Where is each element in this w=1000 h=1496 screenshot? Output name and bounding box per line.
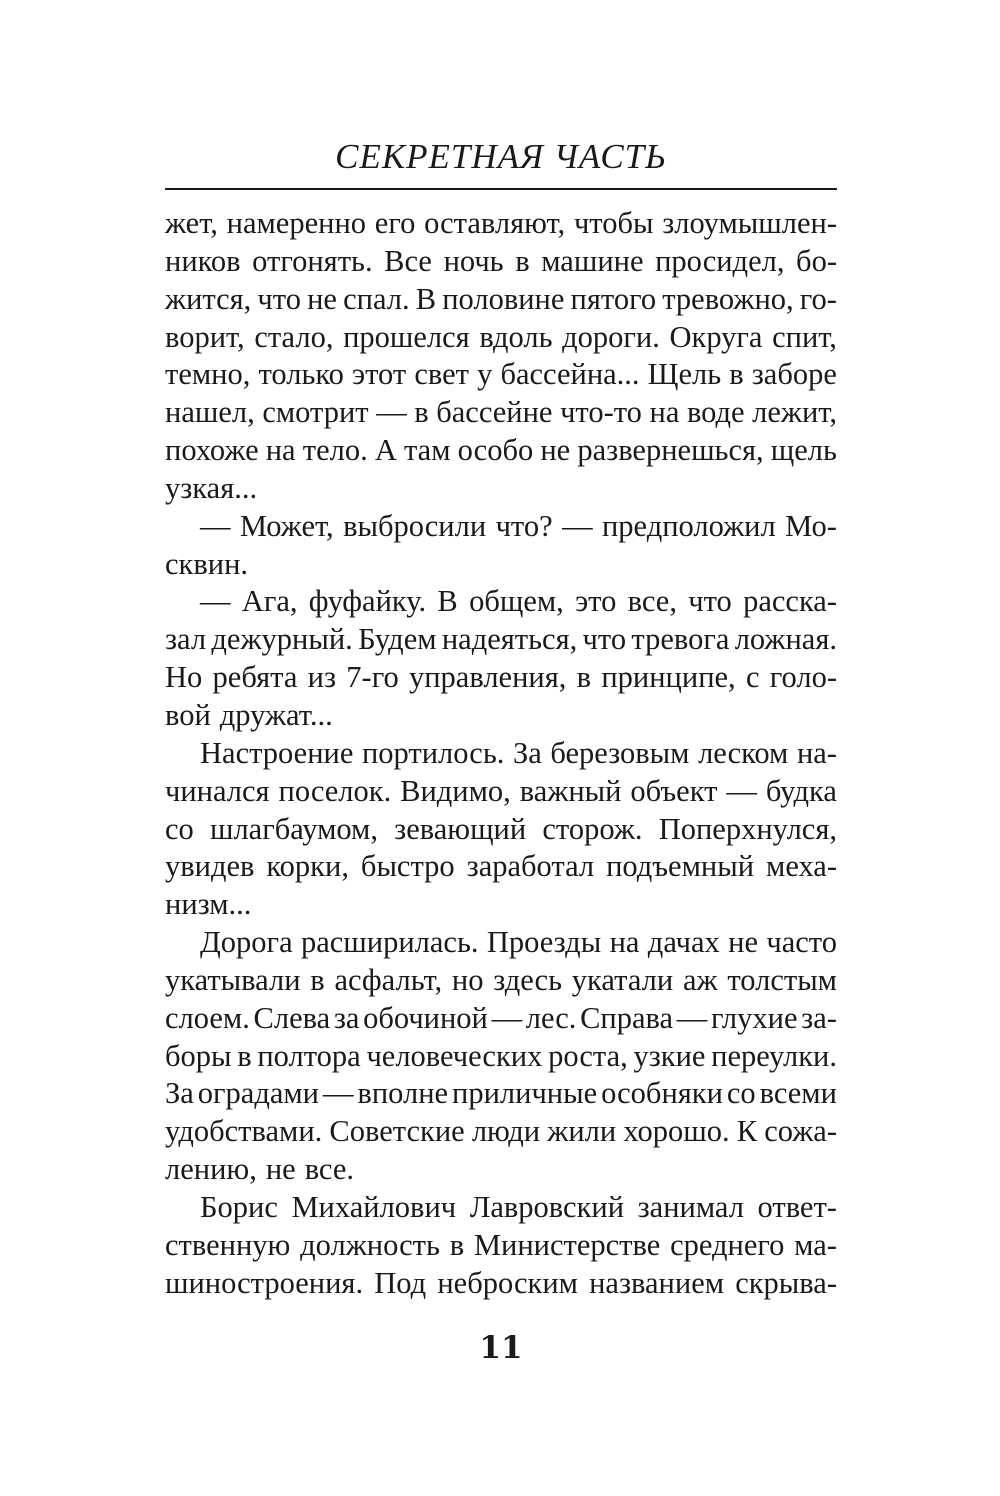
text-line: ворит, стало, прошелся вдоль дороги. Округа спит,: [165, 319, 837, 354]
text-line: чинался поселок. Видимо, важный объект — будка: [165, 773, 837, 808]
text-line: нашел, смотрит — в бассейне что-то на воде лежит,: [165, 395, 837, 430]
text-line: жится, что не спал. В половине пятого тревожно, го-: [165, 281, 837, 316]
text-line: За оградами — вполне приличные особняки со всеми: [165, 1076, 837, 1111]
text-line: Настроение портилось. За березовым леском на-: [200, 735, 837, 770]
text-line: увидев корки, быстро заработал подъемный меха-: [165, 849, 837, 884]
text-line: низм...: [165, 887, 252, 922]
text-line: слоем. Слева за обочиной — лес. Справа — глухие за-: [165, 1000, 837, 1035]
text-line: Борис Михайлович Лавровский занимал ответ-: [200, 1189, 837, 1224]
text-line: темно, только этот свет у бассейна... Щель в заборе: [165, 357, 837, 392]
text-line: сквин.: [165, 546, 249, 581]
text-line: узкая...: [165, 470, 258, 505]
body-text: [165, 205, 837, 1302]
text-line: ников отгонять. Все ночь в машине просидел, бо-: [165, 243, 837, 278]
text-line: — Может, выбросили что? — предположил Мо-: [200, 508, 837, 543]
text-line: — Ага, фуфайку. В общем, это все, что расска-: [200, 584, 837, 619]
page-number: 11: [479, 1330, 523, 1366]
text-line: боры в полтора человеческих роста, узкие переулки.: [165, 1038, 837, 1073]
text-line: Дорога расширилась. Проезды на дачах не часто: [200, 925, 837, 960]
text-line: Но ребята из 7-го управления, в принципе, с голо-: [165, 660, 837, 695]
text-line: лению, не все.: [165, 1152, 354, 1187]
text-line: вой дружат...: [165, 697, 333, 732]
text-line: удобствами. Советские люди жили хорошо. К сожа-: [165, 1114, 837, 1149]
text-line: зал дежурный. Будем надеяться, что тревога ложная.: [165, 622, 837, 657]
text-line: жет, намеренно его оставляют, чтобы злоумышлен-: [165, 206, 837, 240]
text-line: ственную должность в Министерстве среднего ма-: [165, 1227, 837, 1262]
header-rule: [165, 188, 837, 190]
text-line: укатывали в асфальт, но здесь укатали аж толстым: [165, 962, 837, 997]
running-head: СЕКРЕТНАЯ ЧАСТЬ: [335, 137, 667, 176]
text-line: шиностроения. Под неброским названием скрыва-: [165, 1265, 837, 1300]
text-line: похоже на тело. А там особо не развернешься, щель: [165, 433, 837, 468]
text-line: со шлагбаумом, зевающий сторож. Поперхнулся,: [165, 811, 837, 846]
